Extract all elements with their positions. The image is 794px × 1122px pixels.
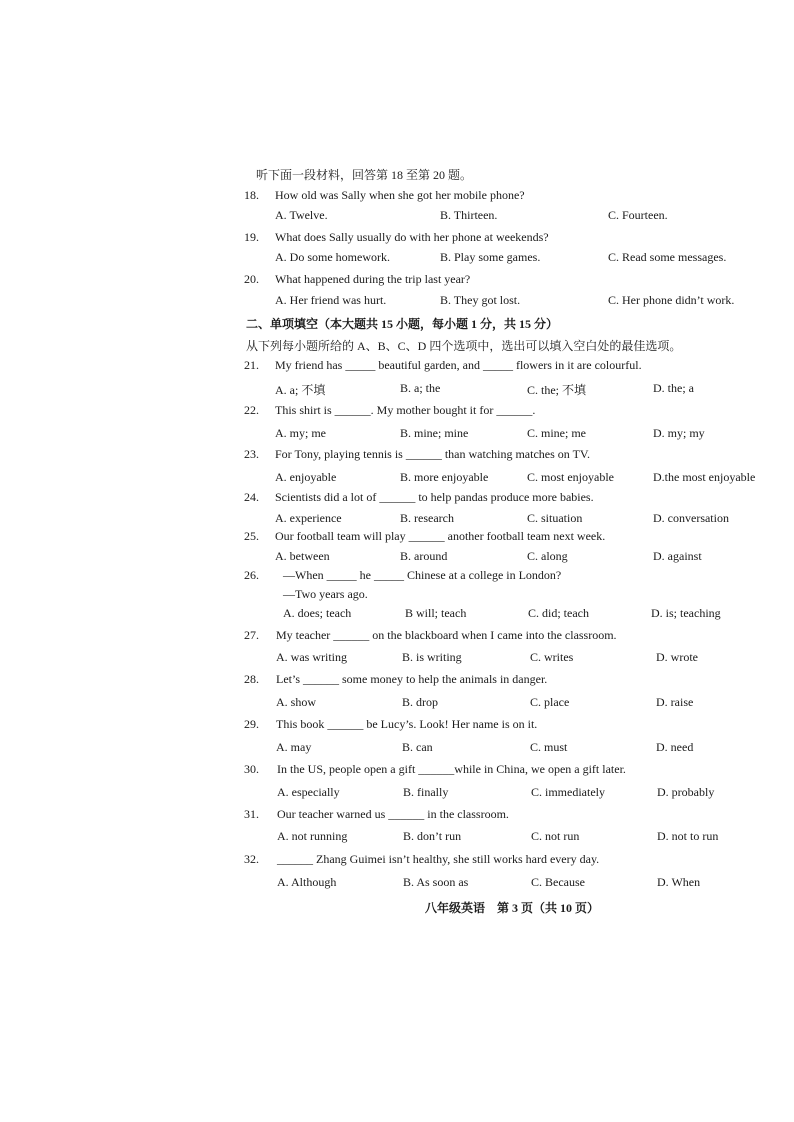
- option-d: D. not to run: [657, 829, 719, 843]
- question-number: 25.: [244, 529, 259, 543]
- option-a: A. does; teach: [283, 606, 352, 620]
- option-c: C. along: [527, 549, 568, 563]
- option-a: A. a; 不填: [275, 383, 326, 397]
- option-b: B. Thirteen.: [440, 208, 498, 222]
- question-stem: For Tony, playing tennis is ______ than watching matches on TV.: [275, 447, 591, 461]
- option-c: C. the; 不填: [527, 383, 586, 397]
- option-c: C. place: [530, 695, 570, 709]
- question-stem: What happened during the trip last year?: [275, 272, 471, 286]
- option-b: B. can: [402, 740, 433, 754]
- question-stem: My teacher ______ on the blackboard when I came into the classroom.: [276, 628, 617, 642]
- option-d: D. is; teaching: [651, 606, 721, 620]
- question-number: 18.: [244, 188, 259, 202]
- question-number: 22.: [244, 403, 259, 417]
- question-stem: In the US, people open a gift ______while in China, we open a gift later.: [277, 762, 626, 776]
- option-a: A. may: [276, 740, 312, 754]
- option-d: D. need: [656, 740, 694, 754]
- option-d: D. When: [657, 875, 701, 889]
- question-number: 26.: [244, 568, 259, 582]
- option-a: A. between: [275, 549, 330, 563]
- question-stem: Scientists did a lot of ______ to help pandas produce more babies.: [275, 490, 594, 504]
- option-b: B. is writing: [402, 650, 462, 664]
- question-stem: —When _____ he _____ Chinese at a college in London?: [283, 568, 562, 582]
- option-c: C. situation: [527, 511, 583, 525]
- question-number: 20.: [244, 272, 259, 286]
- question-stem: My friend has _____ beautiful garden, and _____ flowers in it are colourful.: [275, 358, 642, 372]
- option-d: D. the; a: [653, 381, 694, 395]
- question-number: 29.: [244, 717, 259, 731]
- question-stem: What does Sally usually do with her phone at weekends?: [275, 230, 549, 244]
- listening-intro: 听下面一段材料，回答第 18 至第 20 题。: [256, 168, 473, 182]
- option-a: A. Her friend was hurt.: [275, 293, 387, 307]
- option-b: B. mine; mine: [400, 426, 469, 440]
- question-stem: This book ______ be Lucy’s. Look! Her name is on it.: [276, 717, 538, 731]
- option-d: D. probably: [657, 785, 715, 799]
- option-b: B. finally: [403, 785, 449, 799]
- option-b: B will; teach: [405, 606, 467, 620]
- option-c: C. Her phone didn’t work.: [608, 293, 735, 307]
- question-stem: This shirt is ______. My mother bought it for ______.: [275, 403, 536, 417]
- option-b: B. around: [400, 549, 448, 563]
- option-a: A. show: [276, 695, 317, 709]
- question-stem: How old was Sally when she got her mobile phone?: [275, 188, 525, 202]
- dialogue-reply: —Two years ago.: [283, 587, 368, 601]
- option-a: A. experience: [275, 511, 342, 525]
- option-d: D. raise: [656, 695, 694, 709]
- page-footer: 八年级英语 第 3 页（共 10 页）: [425, 901, 600, 915]
- option-a: A. Although: [277, 875, 337, 889]
- option-a: A. not running: [277, 829, 348, 843]
- option-d: D. wrote: [656, 650, 698, 664]
- option-c: C. did; teach: [528, 606, 589, 620]
- question-number: 19.: [244, 230, 259, 244]
- section-instruction: 从下列每小题所给的 A、B、C、D 四个选项中，选出可以填入空白处的最佳选项。: [246, 339, 682, 353]
- option-d: D. against: [653, 549, 702, 563]
- option-b: B. As soon as: [403, 875, 469, 889]
- option-d: D. my; my: [653, 426, 705, 440]
- question-stem: Our football team will play ______ another football team next week.: [275, 529, 606, 543]
- option-a: A. was writing: [276, 650, 347, 664]
- question-number: 23.: [244, 447, 259, 461]
- option-b: B. more enjoyable: [400, 470, 489, 484]
- option-a: A. my; me: [275, 426, 326, 440]
- option-c: C. Because: [531, 875, 585, 889]
- option-b: B. Play some games.: [440, 250, 541, 264]
- option-c: C. mine; me: [527, 426, 586, 440]
- question-number: 32.: [244, 852, 259, 866]
- option-b: B. They got lost.: [440, 293, 521, 307]
- question-number: 28.: [244, 672, 259, 686]
- question-number: 21.: [244, 358, 259, 372]
- question-stem: Our teacher warned us ______ in the classroom.: [277, 807, 509, 821]
- option-b: B. drop: [402, 695, 438, 709]
- option-a: A. Twelve.: [275, 208, 328, 222]
- question-number: 31.: [244, 807, 259, 821]
- section-title: 二、单项填空（本大题共 15 小题，每小题 1 分，共 15 分）: [246, 317, 559, 331]
- question-number: 27.: [244, 628, 259, 642]
- option-a: A. Do some homework.: [275, 250, 390, 264]
- option-c: C. writes: [530, 650, 574, 664]
- option-d: D.the most enjoyable: [653, 470, 756, 484]
- question-stem: Let’s ______ some money to help the animals in danger.: [276, 672, 548, 686]
- option-b: B. don’t run: [403, 829, 462, 843]
- option-c: C. Read some messages.: [608, 250, 727, 264]
- option-d: D. conversation: [653, 511, 729, 525]
- option-c: C. Fourteen.: [608, 208, 668, 222]
- option-c: C. most enjoyable: [527, 470, 614, 484]
- option-b: B. a; the: [400, 381, 441, 395]
- option-a: A. especially: [277, 785, 340, 799]
- question-number: 24.: [244, 490, 259, 504]
- option-b: B. research: [400, 511, 454, 525]
- question-stem: ______ Zhang Guimei isn’t healthy, she still works hard every day.: [277, 852, 600, 866]
- option-c: C. not run: [531, 829, 580, 843]
- question-number: 30.: [244, 762, 259, 776]
- option-c: C. immediately: [531, 785, 605, 799]
- option-c: C. must: [530, 740, 568, 754]
- option-a: A. enjoyable: [275, 470, 337, 484]
